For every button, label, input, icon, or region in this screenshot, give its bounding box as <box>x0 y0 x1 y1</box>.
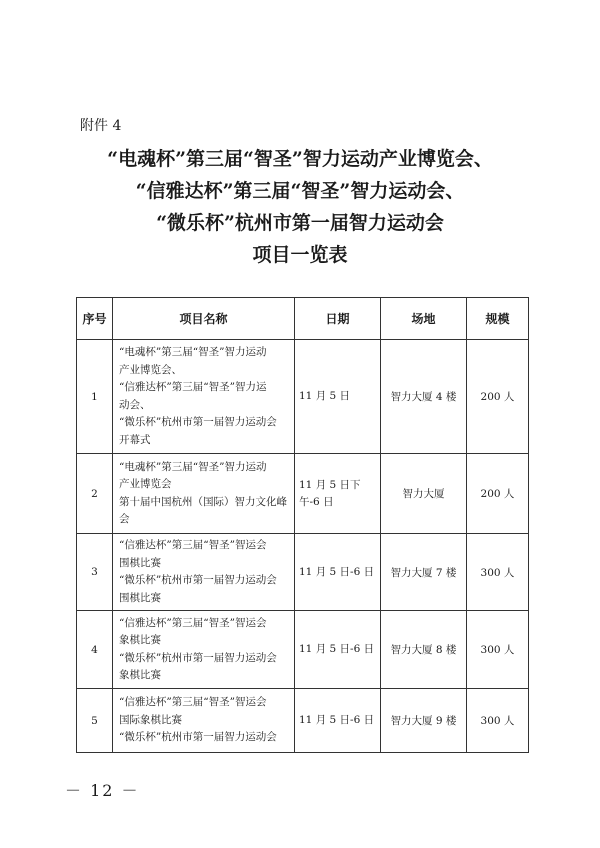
table-row <box>77 611 529 689</box>
row-item-name <box>113 340 295 454</box>
item-name-line: “信雅达杯”第三届“智圣”智运会 <box>119 616 267 629</box>
item-name-line: 动会、 <box>119 398 151 411</box>
row-scale: 300 人 <box>467 534 529 611</box>
row-item-name <box>113 534 295 611</box>
item-name-line: 围棋比赛 <box>119 591 161 604</box>
table-row <box>77 340 529 454</box>
item-name-line: 象棋比赛 <box>119 634 161 646</box>
table-header-row <box>77 298 529 340</box>
header-scale: 规模 <box>467 298 529 340</box>
page-number: － 12 － <box>65 781 140 800</box>
header-venue: 场地 <box>381 298 467 340</box>
attachment-label: 附件 4 <box>80 118 122 134</box>
row-item-name <box>113 454 295 534</box>
title-line: “微乐杯”杭州市第一届智力运动会 <box>156 212 444 234</box>
row-index: 3 <box>77 534 113 611</box>
document-title <box>0 143 600 271</box>
header-item-name: 项目名称 <box>113 298 295 340</box>
item-name-line: 国际象棋比赛 <box>119 713 182 726</box>
row-index: 2 <box>77 454 113 534</box>
header-index: 序号 <box>77 298 113 340</box>
row-index: 5 <box>77 689 113 753</box>
item-name-line: 开幕式 <box>119 433 151 446</box>
row-scale: 300 人 <box>467 689 529 753</box>
title-line: “电魂杯”第三届“智圣”智力运动产业博览会、 <box>107 148 493 170</box>
row-date: 11 月 5 日 <box>295 340 381 454</box>
row-venue: 智力大厦 8 楼 <box>381 611 467 689</box>
title-line: “信雅达杯”第三届“智圣”智力运动会、 <box>135 180 465 202</box>
item-name-line: “电魂杯”第三届“智圣”智力运动 <box>119 346 267 358</box>
row-item-name <box>113 611 295 689</box>
row-index: 4 <box>77 611 113 689</box>
table-row <box>77 534 529 611</box>
row-venue: 智力大厦 4 楼 <box>381 340 467 454</box>
item-name-line: 产业博览会 <box>119 478 172 490</box>
item-name-line: “微乐杯”杭州市第一届智力运动会 <box>119 731 277 744</box>
item-name-line: 会 <box>119 513 130 525</box>
item-name-line: 象棋比赛 <box>119 669 161 681</box>
title-line: 项目一览表 <box>252 244 348 266</box>
row-date: 11 月 5 日下午-6 日 <box>295 454 381 534</box>
items-table <box>76 297 529 753</box>
row-item-name <box>113 689 295 753</box>
item-name-line: “微乐杯”杭州市第一届智力运动会 <box>119 416 277 428</box>
row-index: 1 <box>77 340 113 454</box>
row-date: 11 月 5 日-6 日 <box>295 689 381 753</box>
header-date: 日期 <box>295 298 381 340</box>
row-venue: 智力大厦 7 楼 <box>381 534 467 611</box>
row-scale: 200 人 <box>467 340 529 454</box>
table-row <box>77 454 529 534</box>
row-date: 11 月 5 日-6 日 <box>295 611 381 689</box>
item-name-line: “微乐杯”杭州市第一届智力运动会 <box>119 651 277 664</box>
row-date: 11 月 5 日-6 日 <box>295 534 381 611</box>
row-venue: 智力大厦 <box>381 454 467 534</box>
item-name-line: “电魂杯”第三届“智圣”智力运动 <box>119 460 267 473</box>
row-scale: 300 人 <box>467 611 529 689</box>
item-name-line: “信雅达杯”第三届“智圣”智力运 <box>119 381 267 393</box>
item-name-line: 第十届中国杭州（国际）智力文化峰 <box>119 495 287 508</box>
item-name-line: 产业博览会、 <box>119 363 182 376</box>
table-row <box>77 689 529 753</box>
row-venue: 智力大厦 9 楼 <box>381 689 467 753</box>
item-name-line: “信雅达杯”第三届“智圣”智运会 <box>119 696 267 709</box>
row-scale: 200 人 <box>467 454 529 534</box>
item-name-line: 围棋比赛 <box>119 556 161 569</box>
item-name-line: “信雅达杯”第三届“智圣”智运会 <box>119 539 267 551</box>
item-name-line: “微乐杯”杭州市第一届智力运动会 <box>119 574 277 586</box>
